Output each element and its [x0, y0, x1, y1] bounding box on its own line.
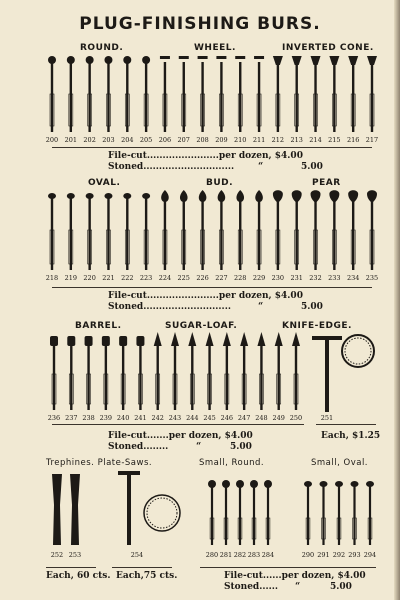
bur-number: 230 — [271, 274, 285, 282]
bur-number: 283 — [247, 551, 261, 559]
bur-number: 245 — [203, 414, 216, 422]
bur-number: 209 — [215, 136, 228, 144]
bur-number: 218 — [45, 274, 59, 282]
bur-number: 204 — [121, 136, 134, 144]
bur-number: 239 — [99, 414, 113, 422]
bur-number: 282 — [233, 551, 247, 559]
row3-stoned-price: 5.00 — [230, 442, 252, 452]
bur-number: 253 — [68, 551, 82, 559]
bur-number: 290 — [301, 551, 315, 559]
bur-number: 222 — [121, 274, 134, 282]
label-trephines: Trephines. — [46, 458, 95, 468]
bur-number: 250 — [289, 414, 303, 422]
bur-number: 292 — [332, 551, 346, 559]
bur-number: 241 — [134, 414, 147, 422]
bur-number: 214 — [309, 136, 322, 144]
bur-number: 281 — [219, 551, 233, 559]
row1-stoned-mark: “ — [258, 162, 264, 172]
bur-number: 234 — [346, 274, 360, 282]
bur-number: 235 — [365, 274, 379, 282]
row4-price-line: File-cut......per dozen, $4.00 — [224, 571, 366, 581]
label-sugar-loaf: SUGAR-LOAF. — [165, 321, 238, 331]
saw-price: Each,75 cts. — [116, 571, 178, 581]
label-wheel: WHEEL. — [194, 43, 236, 53]
bur-number: 231 — [290, 274, 303, 282]
bur-number: 293 — [348, 551, 361, 559]
bur-number: 223 — [139, 274, 153, 282]
page-title: PLUG-FINISHING BURS. — [79, 14, 321, 34]
bur-number: 201 — [64, 136, 78, 144]
bur-number: 211 — [252, 136, 266, 144]
bur-number: 240 — [116, 414, 130, 422]
bur-number: 280 — [205, 551, 219, 559]
bur-number: 248 — [255, 414, 268, 422]
label-oval: OVAL. — [88, 178, 121, 188]
bur-number: 247 — [237, 414, 251, 422]
label-knife-edge: KNIFE-EDGE. — [282, 321, 352, 331]
row2-stoned-mark: “ — [258, 302, 264, 312]
row1-stoned-price: 5.00 — [301, 162, 323, 172]
row3-stoned-line: Stoned........ — [108, 442, 169, 452]
bur-number: 294 — [363, 551, 377, 559]
trephine-price: Each, 60 cts. — [46, 571, 111, 581]
bur-number: 291 — [317, 551, 330, 559]
bur-number: 252 — [50, 551, 64, 559]
bur-number: 244 — [186, 414, 199, 422]
row3-stoned-mark: “ — [196, 442, 202, 452]
bur-number: 246 — [220, 414, 234, 422]
row2-price-line: File-cut.......................per dozen, $4.00 — [108, 291, 303, 301]
bur-number: 203 — [102, 136, 115, 144]
row4-stoned-mark: “ — [295, 582, 301, 592]
row2-stoned-price: 5.00 — [301, 302, 323, 312]
bur-number: 226 — [196, 274, 209, 282]
label-round: ROUND. — [80, 43, 124, 53]
bur-number: 233 — [328, 274, 341, 282]
bur-number: 202 — [83, 136, 96, 144]
bur-number: 284 — [261, 551, 275, 559]
bur-number: 210 — [234, 136, 247, 144]
bur-number: 208 — [196, 136, 209, 144]
row2-stoned-line: Stoned............................ — [108, 302, 231, 312]
bur-number: 243 — [168, 414, 182, 422]
row1-price-line: File-cut.......................per dozen, $4.00 — [108, 151, 303, 161]
row4-stoned-price: 5.00 — [330, 582, 352, 592]
bur-number: 236 — [47, 414, 61, 422]
bur-number: 227 — [215, 274, 228, 282]
trephine-rule — [46, 567, 96, 568]
bur-number: 200 — [45, 136, 59, 144]
bur-number: 238 — [82, 414, 95, 422]
bur-number: 212 — [271, 136, 285, 144]
bur-number: 217 — [365, 136, 379, 144]
label-small-oval: Small, Oval. — [311, 458, 369, 468]
row4-stoned-line: Stoned...... — [224, 582, 279, 592]
bur-number: 232 — [309, 274, 322, 282]
bur-number: 254 — [130, 551, 144, 559]
label-small-round: Small, Round. — [199, 458, 265, 468]
bur-number: 225 — [177, 274, 190, 282]
saw-rule — [112, 567, 172, 568]
stoned-label: Stoned............................. — [108, 162, 235, 172]
bur-number: 205 — [139, 136, 153, 144]
row3-price-line: File-cut.......per dozen, $4.00 — [108, 431, 253, 441]
label-inverted-cone: INVERTED CONE. — [282, 43, 374, 53]
bur-number: 249 — [272, 414, 285, 422]
label-barrel: BARREL. — [75, 321, 122, 331]
bur-number: 206 — [158, 136, 172, 144]
bur-number: 242 — [151, 414, 164, 422]
bur-number: 213 — [290, 136, 303, 144]
bur-number: 229 — [252, 274, 266, 282]
bur-number: 219 — [64, 274, 78, 282]
bur-number: 228 — [234, 274, 247, 282]
bur-number: 221 — [102, 274, 115, 282]
bur-number: 207 — [177, 136, 190, 144]
bur-number: 220 — [83, 274, 96, 282]
bur-number: 251 — [320, 414, 334, 422]
bur-number: 216 — [346, 136, 360, 144]
bur-number: 215 — [328, 136, 341, 144]
bur-number: 224 — [158, 274, 172, 282]
label-plate-saws: Plate-Saws. — [97, 458, 153, 468]
knife-edge-price: Each, $1.25 — [321, 431, 381, 441]
label-pear: PEAR — [312, 178, 341, 188]
label-bud: BUD. — [206, 178, 234, 188]
bur-number: 237 — [65, 414, 78, 422]
row4-rule — [200, 567, 376, 568]
